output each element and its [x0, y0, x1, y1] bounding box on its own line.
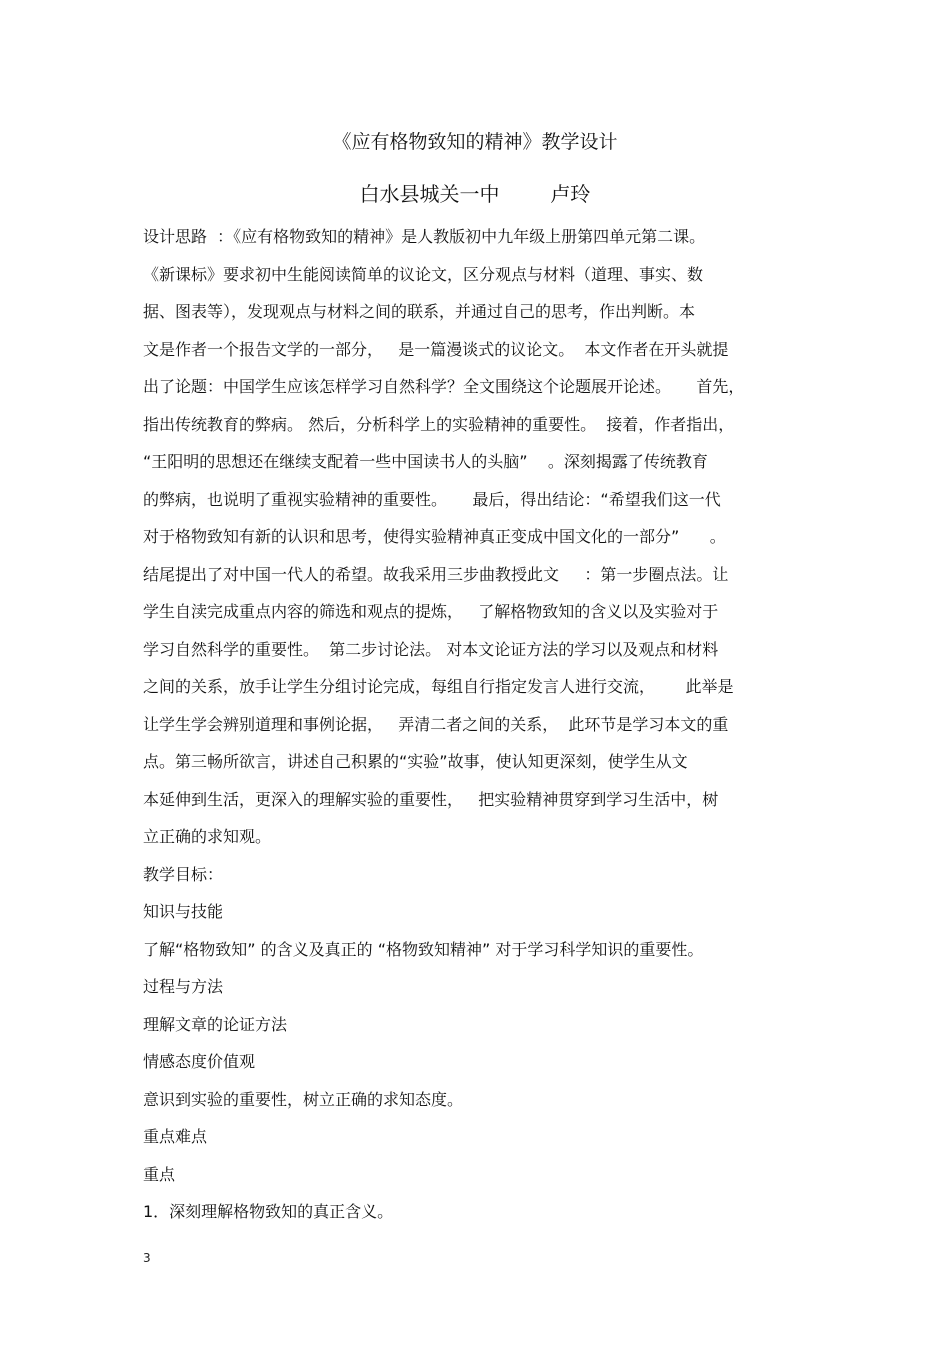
- body-line: 学习自然科学的重要性。 第二步讨论法。 对本文论证方法的学习以及观点和材料: [143, 639, 719, 659]
- body-line: 指出传统教育的弊病。 然后，分析科学上的实验精神的重要性。 接着，作者指出，: [143, 414, 735, 434]
- body-line: 了解“格物致知” 的含义及真正的 “格物致知精神” 对于学习科学知识的重要性。: [143, 939, 704, 959]
- page-number: 3: [143, 1251, 151, 1265]
- body-line: 的弊病，也说明了重视实验精神的重要性。 最后，得出结论：“希望我们这一代: [143, 489, 721, 509]
- body-line: 据、图表等），发现观点与材料之间的联系，并通过自己的思考，作出判断。本: [143, 302, 696, 321]
- body-line: 立正确的求知观。: [143, 827, 272, 846]
- body-line: 结尾提出了对中国一代人的希望。故我采用三步曲教授此文 ：第一步圈点法。让: [143, 564, 729, 584]
- body-line: 意识到实验的重要性，树立正确的求知态度。: [143, 1089, 464, 1109]
- body-line: 情感态度价值观: [143, 1052, 256, 1071]
- body-line: 1．深刻理解格物致知的真正含义。: [143, 1202, 394, 1221]
- body-line: 设计思路 ：《应有格物致知的精神》是人教版初中九年级上册第四单元第二课。: [143, 227, 706, 246]
- body-line: 学生自渎完成重点内容的筛选和观点的提炼， 了解格物致知的含义以及实验对于: [143, 602, 719, 621]
- body-text: [143, 224, 823, 1237]
- body-line: 出了论题：中国学生应该怎样学习自然科学？全文围绕这个论题展开论述。 首先，: [143, 377, 745, 396]
- body-line: 过程与方法: [143, 977, 224, 996]
- body-line: “王阳明的思想还在继续支配着一些中国读书人的头脑” 。深刻揭露了传统教育: [143, 452, 708, 471]
- author-line: 白水县城关一中 卢玲: [359, 182, 591, 206]
- body-line: 《新课标》要求初中生能阅读简单的议论文，区分观点与材料（道理、事实、数: [143, 264, 704, 284]
- body-line: 点。第三畅所欲言，讲述自己积累的“实验”故事，使认知更深刻，使学生从文: [143, 752, 688, 771]
- body-line: 知识与技能: [143, 902, 224, 921]
- document-title: 《应有格物致知的精神》教学设计: [332, 131, 618, 153]
- body-line: 让学生学会辨别道理和事例论据， 弄清二者之间的关系， 此环节是学习本文的重: [143, 714, 729, 734]
- body-line: 本延伸到生活，更深入的理解实验的重要性， 把实验精神贯穿到学习生活中，树: [143, 789, 719, 809]
- body-line: 重点: [143, 1164, 176, 1184]
- body-line: 重点难点: [143, 1127, 208, 1146]
- body-line: 文是作者一个报告文学的一部分， 是一篇漫谈式的议论文。 本文作者在开头就提: [143, 339, 729, 359]
- body-line: 教学目标：: [143, 864, 224, 884]
- body-line: 理解文章的论证方法: [143, 1014, 288, 1034]
- body-line: 之间的关系，放手让学生分组讨论完成，每组自行指定发言人进行交流， 此举是: [143, 677, 734, 696]
- body-line: 对于格物致知有新的认识和思考，使得实验精神真正变成中国文化的一部分” 。: [143, 527, 726, 546]
